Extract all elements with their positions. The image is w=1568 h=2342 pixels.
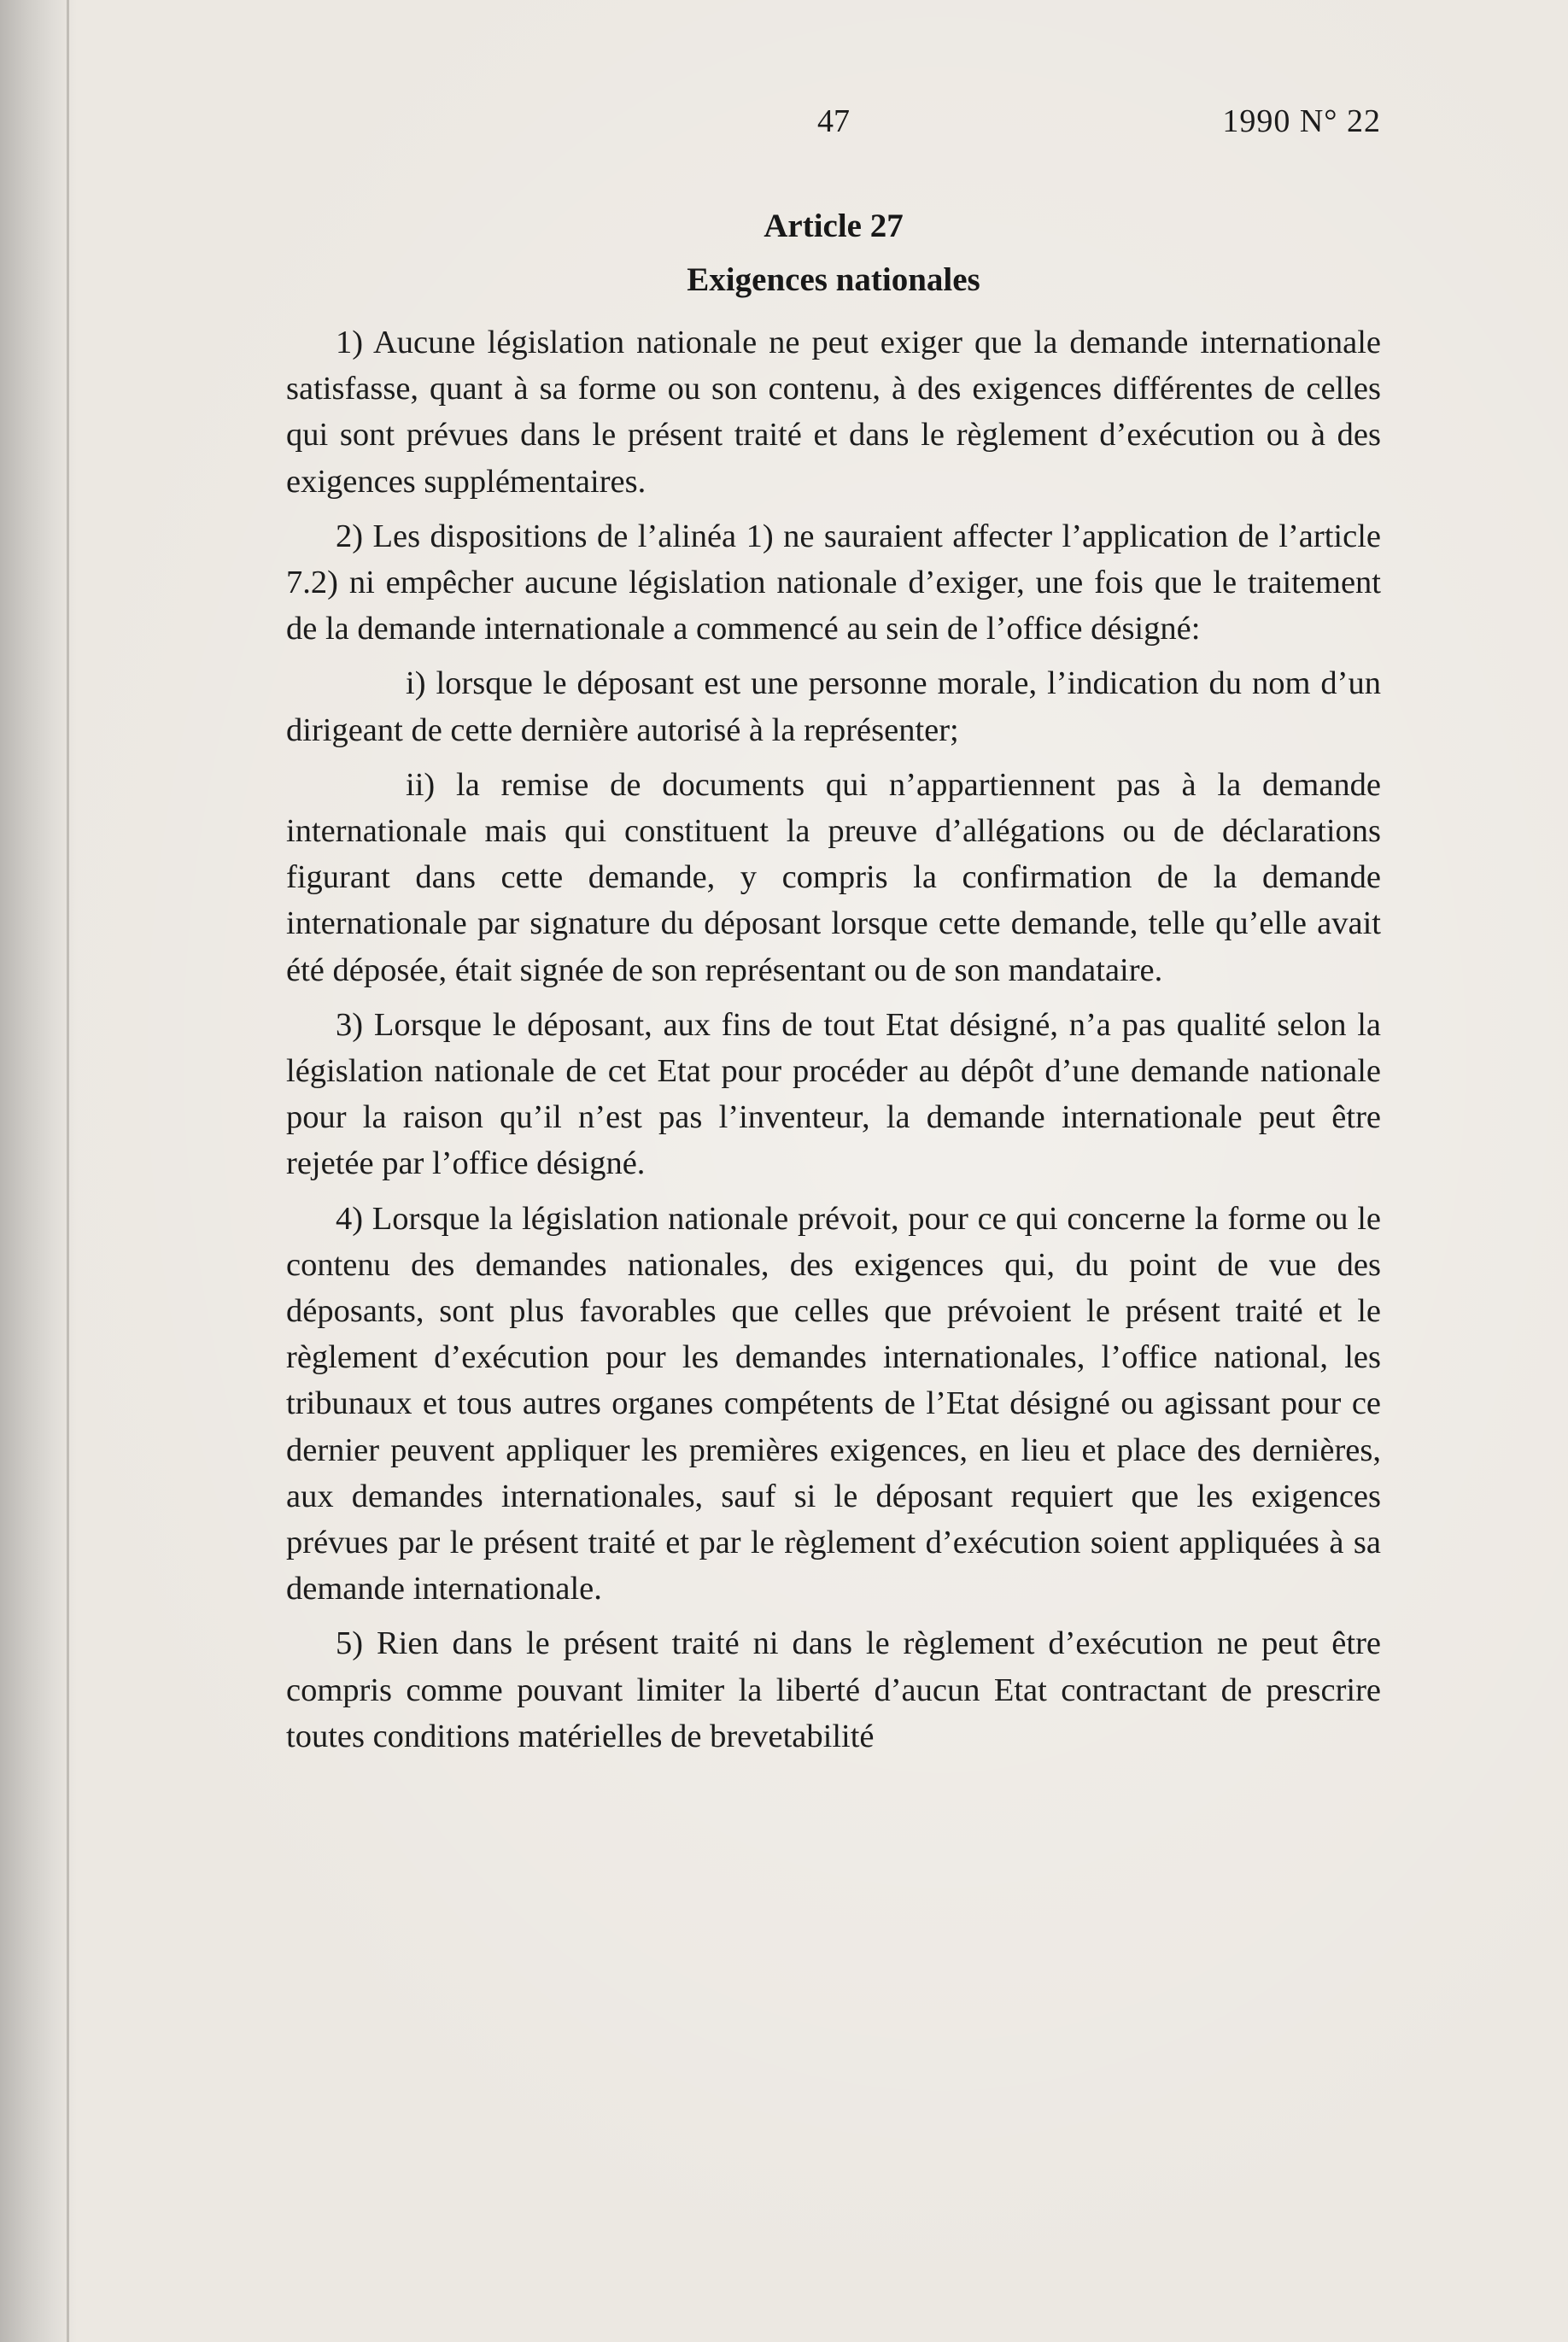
article-subtitle: Exigences nationales — [687, 261, 980, 298]
journal-reference: 1990 N° 22 — [1222, 103, 1381, 139]
article-body — [286, 319, 1381, 1768]
paragraph-4: 4) Lorsque la législation nationale prévoit, pour ce qui concerne la forme ou le contenu des demandes nationales, des exigences qui, du point de vue des déposants, sont plus favorables que celles que prévoient le présent traité et le règlement d’exécution pour les demandes internationales, l’office national, les tribunaux et tous autres organes compétents de l’Etat désigné ou agissant pour ce dernier peuvent appliquer les premières exigences, en lieu et place des dernières, aux demandes internationales, sauf si le déposant requiert que les exigences prévues par le présent traité et par le règlement d’exécution soient appliquées à sa demande internationale. — [286, 1200, 1381, 1607]
paragraph-5: 5) Rien dans le présent traité ni dans le règlement d’exécution ne peut être compris comme pouvant limiter la liberté d’aucun Etat contractant de prescrire toutes conditions matérielles de brevetabilité — [286, 1625, 1381, 1754]
paragraph-2: 2) Les dispositions de l’alinéa 1) ne sauraient affecter l’application de l’article 7.2) ni empêcher aucune législation nationale d’exiger, une fois que le traitement de la demande internationale a commencé au sein de l’office désigné: — [286, 518, 1381, 647]
page-number: 47 — [817, 103, 850, 139]
book-gutter-shadow — [0, 0, 77, 2342]
book-gutter-line — [67, 0, 69, 2342]
paragraph-1: 1) Aucune législation nationale ne peut exiger que la demande internationale satisfasse, quant à sa forme ou son contenu, à des exigences différentes de celles qui sont prévues dans le présent traité et dans le règlement d’exécution ou à des exigences supplémentaires. — [286, 325, 1381, 500]
page-header — [286, 102, 1381, 154]
paragraph-3: 3) Lorsque le déposant, aux fins de tout Etat désigné, n’a pas qualité selon la législation nationale de cet Etat pour procéder au dépôt d’une demande nationale pour la raison qu’il n’est pas l’inventeur, la demande internationale peut être rejetée par l’office désigné. — [286, 1006, 1381, 1182]
paragraph-2-item-i: i) lorsque le déposant est une personne morale, l’indication du nom d’un dirigeant de cette dernière autorisé à la représenter; — [286, 665, 1381, 748]
article-title: Article 27 — [764, 208, 904, 244]
paragraph-2-item-ii: ii) la remise de documents qui n’appartiennent pas à la demande internationale mais qui constituent la preuve d’allégations ou de déclarations figurant dans cette demande, y compris la confirmation de la demande internationale par signature du déposant lorsque cette demande, telle qu’elle avait été déposée, était signée de son représentant ou de son mandataire. — [286, 766, 1381, 988]
